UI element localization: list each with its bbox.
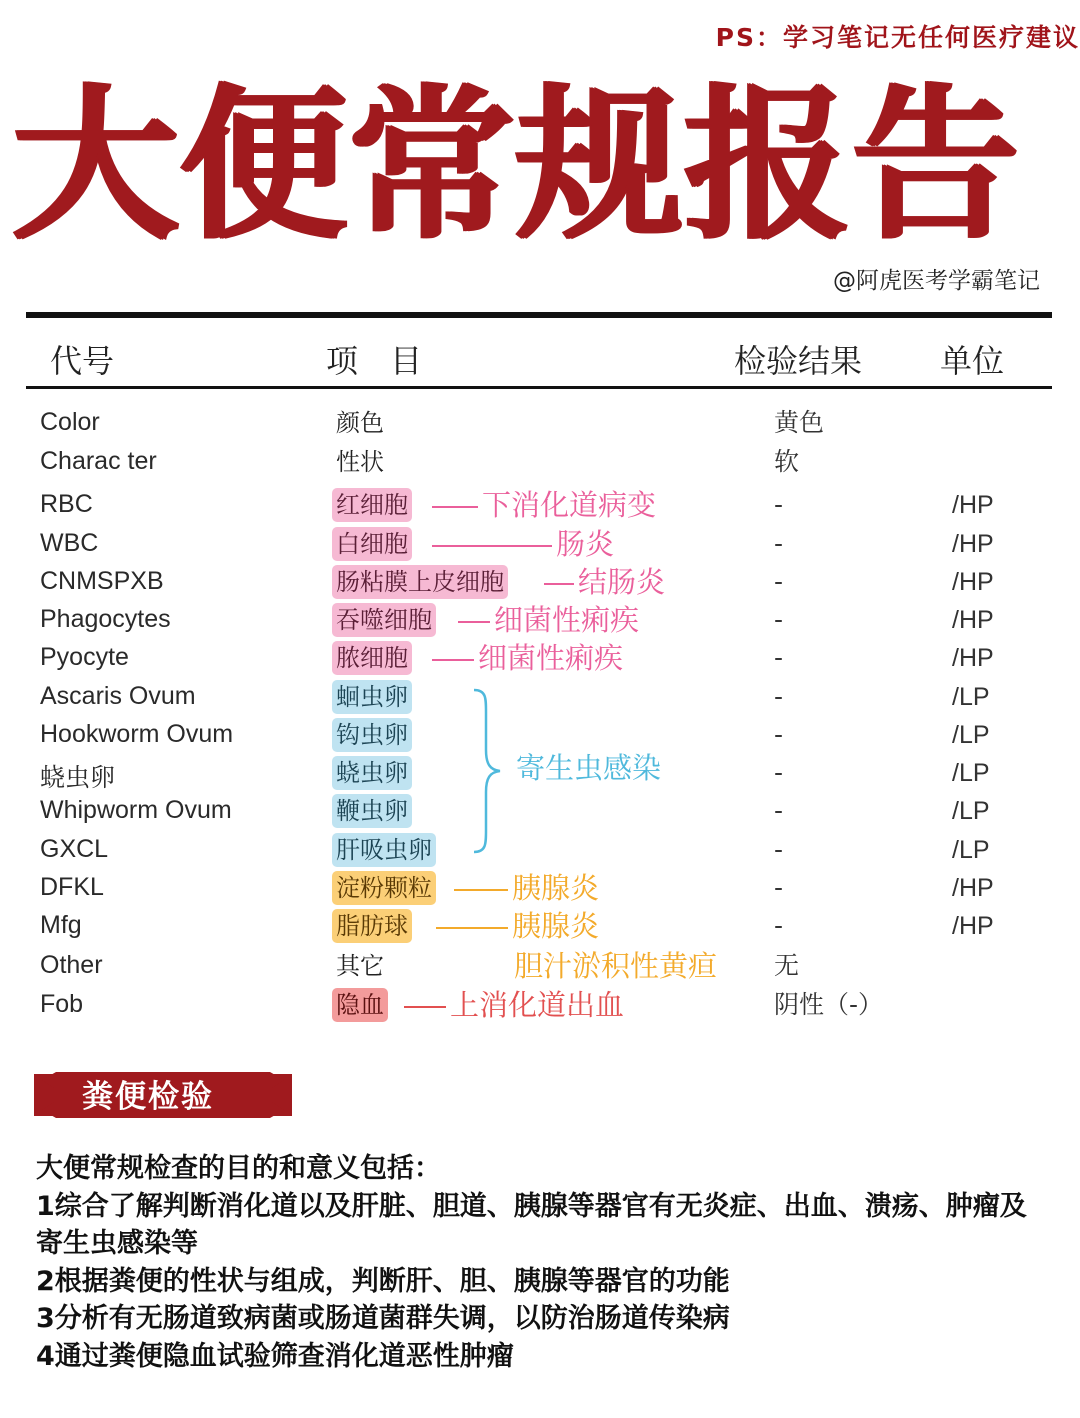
row-note-text: 细菌性痢疾 [478, 641, 624, 675]
row-item: 白细胞 [332, 527, 412, 561]
table-row [0, 527, 1080, 565]
table-row [0, 949, 1080, 987]
table-row [0, 641, 1080, 679]
row-item: 其它 [336, 952, 384, 980]
section-tag: 粪便检验 [82, 1079, 214, 1115]
row-code: DFKL [40, 873, 104, 901]
header-code: 代号 [50, 342, 115, 380]
row-code: Fob [40, 990, 84, 1018]
row-note [544, 565, 665, 599]
row-item: 肝吸虫卵 [332, 833, 436, 867]
table-row [0, 603, 1080, 641]
row-item: 淀粉颗粒 [332, 871, 436, 905]
row-code: Mfg [40, 911, 82, 939]
table-row [0, 909, 1080, 947]
row-unit: /LP [952, 797, 990, 825]
row-code: Ascaris Ovum [40, 682, 196, 710]
table-row [0, 488, 1080, 526]
row-note-text: 下消化道病变 [482, 488, 657, 522]
row-unit: /HP [952, 530, 994, 558]
row-item: 脓细胞 [332, 641, 412, 675]
parasite-note: 寄生虫感染 [516, 751, 662, 785]
row-code: 蛲虫卵 [40, 764, 116, 792]
row-item: 颜色 [336, 409, 384, 437]
table-row [0, 406, 1080, 444]
row-result: - [774, 873, 784, 902]
row-item: 性状 [336, 448, 384, 476]
row-result: - [774, 835, 784, 864]
row-unit: /HP [952, 568, 994, 596]
summary-point: 3分析有无肠道致病菌或肠道菌群失调，以防治肠道传染病 [36, 1303, 730, 1334]
row-note-text: 胰腺炎 [512, 871, 600, 905]
summary-block [36, 1150, 1046, 1375]
row-code: RBC [40, 490, 93, 518]
table-row [0, 445, 1080, 483]
row-unit: /HP [952, 874, 994, 902]
author-credit: @阿虎医考学霸笔记 [833, 268, 1040, 294]
row-unit: /LP [952, 836, 990, 864]
row-item: 蛲虫卵 [332, 756, 412, 790]
row-note-text: 胰腺炎 [512, 909, 600, 943]
row-code: Pyocyte [40, 643, 129, 671]
row-note-text: 胆汁淤积性黄疸 [514, 949, 718, 983]
row-note-text: 上消化道出血 [450, 988, 625, 1022]
summary-intro: 大便常规检查的目的和意义包括： [36, 1153, 441, 1184]
table-row [0, 565, 1080, 603]
page-title: 大便常规报告 [12, 72, 1020, 262]
table-top-rule [26, 312, 1052, 318]
row-result: - [774, 720, 784, 749]
header-unit: 单位 [940, 342, 1005, 380]
row-unit: /LP [952, 721, 990, 749]
row-note-text: 肠炎 [556, 527, 615, 561]
row-result: 黄色 [774, 408, 825, 437]
row-unit: /HP [952, 912, 994, 940]
row-note [454, 871, 599, 905]
header-result: 检验结果 [734, 342, 863, 380]
row-result: - [774, 643, 784, 672]
row-result: - [774, 758, 784, 787]
row-result: - [774, 796, 784, 825]
row-unit: /HP [952, 491, 994, 519]
row-result: 无 [774, 951, 800, 980]
row-unit: /LP [952, 759, 990, 787]
row-result: - [774, 490, 784, 519]
row-code: Color [40, 408, 100, 436]
row-item: 蛔虫卵 [332, 680, 412, 714]
row-note [436, 909, 599, 943]
row-note [432, 527, 614, 561]
table-row [0, 988, 1080, 1026]
row-note-text: 细菌性痢疾 [494, 603, 640, 637]
row-unit: /LP [952, 683, 990, 711]
row-code: Phagocytes [40, 605, 171, 633]
row-note [458, 603, 639, 637]
table-row [0, 871, 1080, 909]
row-note [432, 641, 623, 675]
row-code: Whipworm Ovum [40, 796, 232, 824]
row-item: 钩虫卵 [332, 718, 412, 752]
summary-point: 2根据粪便的性状与组成，判断肝、胆、胰腺等器官的功能 [36, 1265, 730, 1297]
table-row [0, 680, 1080, 718]
row-code: WBC [40, 529, 99, 557]
table-header-rule [26, 386, 1052, 389]
row-unit: /HP [952, 644, 994, 672]
parasite-brace [470, 686, 504, 856]
row-unit: /HP [952, 606, 994, 634]
row-item: 隐血 [332, 988, 388, 1022]
ps-note: PS：学习笔记无任何医疗建议 [715, 23, 1080, 52]
row-code: Other [40, 951, 103, 979]
row-result: 阴性（-） [774, 990, 884, 1019]
row-result: - [774, 567, 784, 596]
row-code: GXCL [40, 835, 109, 863]
row-note [514, 949, 717, 983]
row-item: 肠粘膜上皮细胞 [332, 565, 508, 599]
row-item: 脂肪球 [332, 909, 412, 943]
row-result: - [774, 605, 784, 634]
row-note [432, 488, 656, 522]
header-item: 项 目 [326, 342, 423, 380]
table-row [0, 794, 1080, 832]
row-code: Hookworm Ovum [40, 720, 234, 748]
row-note [404, 988, 624, 1022]
row-result: - [774, 682, 784, 711]
summary-point: 4通过粪便隐血试验筛查消化道恶性肿瘤 [36, 1340, 514, 1372]
row-result: - [774, 911, 784, 940]
row-item: 鞭虫卵 [332, 794, 412, 828]
row-item: 红细胞 [332, 488, 412, 522]
row-item: 吞噬细胞 [332, 603, 436, 637]
row-code: CNMSPXB [40, 567, 164, 595]
row-result: 软 [774, 447, 800, 476]
row-note-text: 结肠炎 [578, 565, 666, 599]
row-result: - [774, 529, 784, 558]
table-row [0, 833, 1080, 871]
row-code: Charac ter [40, 447, 157, 475]
summary-point: 1综合了解判断消化道以及肝脏、胆道、胰腺等器官有无炎症、出血、溃疡、肿瘤及寄生虫感染等 [36, 1190, 1027, 1259]
